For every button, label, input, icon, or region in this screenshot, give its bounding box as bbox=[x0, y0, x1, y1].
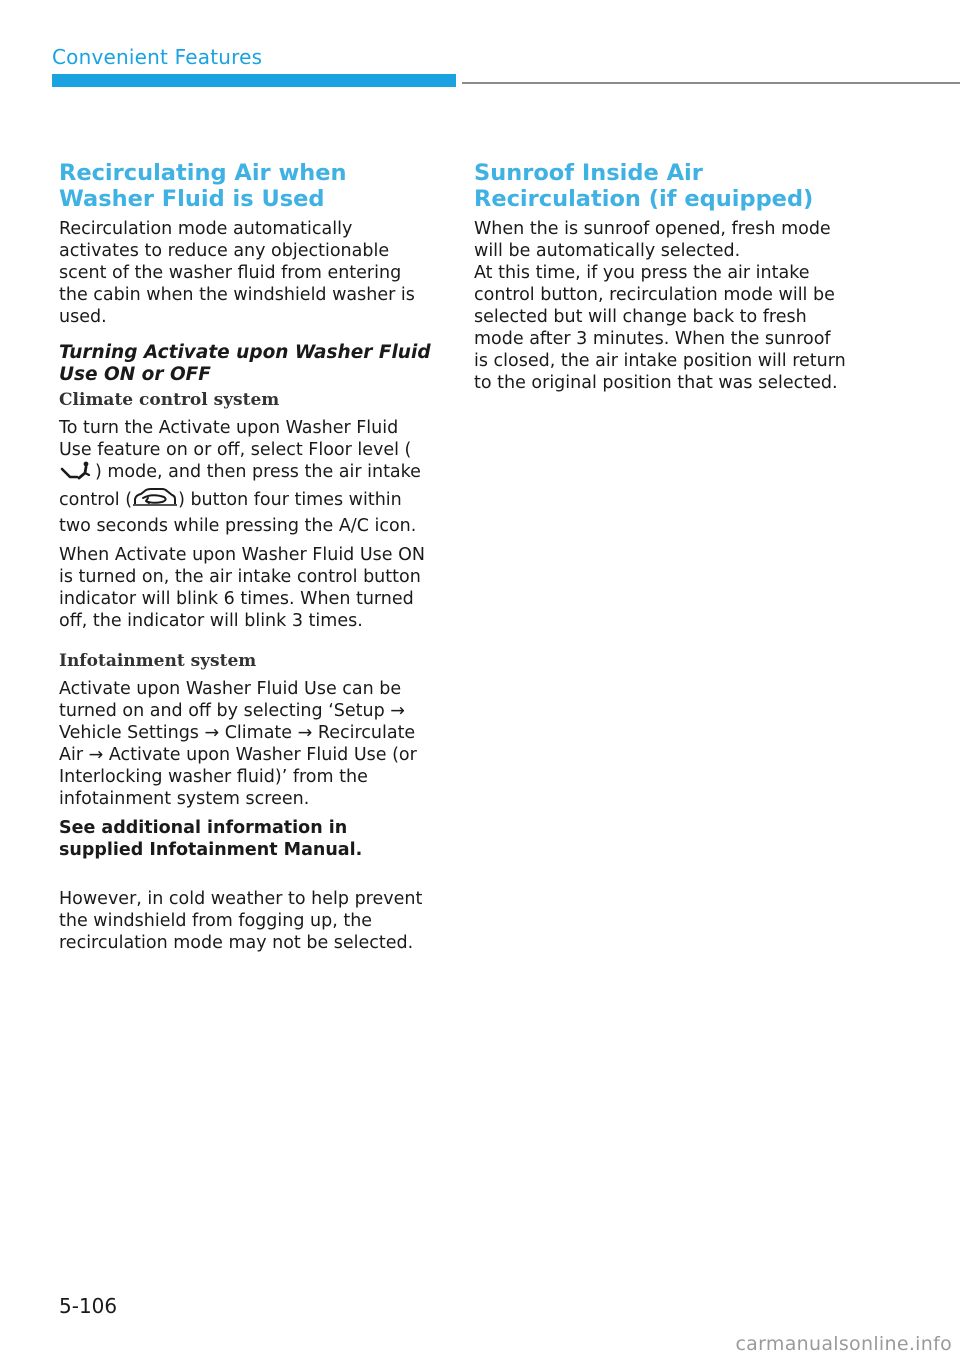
floor-level-mode-icon bbox=[59, 461, 95, 487]
infotainment-heading: Infotainment system bbox=[59, 651, 257, 671]
section-title: Convenient Features bbox=[52, 45, 263, 69]
left-column bbox=[59, 160, 435, 961]
sunroof-intro: When the is sunroof opened, fresh mode will be automatically selected. bbox=[474, 219, 831, 261]
header-accent-bar bbox=[52, 74, 456, 87]
header-rule bbox=[462, 82, 960, 84]
watermark: carmanualsonline.info bbox=[735, 1333, 952, 1355]
air-intake-recirculation-icon bbox=[132, 487, 178, 515]
right-column bbox=[474, 160, 850, 401]
climate-text-a: To turn the Activate upon Washer Fluid Use feature on or off, select Floor level ( bbox=[59, 418, 412, 460]
infotainment-reference: See additional information in supplied Infotainment Manual. bbox=[59, 818, 363, 860]
climate-text-c: ) button four times within two seconds while pressing the A/C icon. bbox=[59, 490, 417, 536]
climate-indicator-note: When Activate upon Washer Fluid Use ON is turned on, the air intake control button indicator will blink 6 times. When turned off, the indicator will blink 3 times. bbox=[59, 545, 425, 631]
infotainment-instructions: Activate upon Washer Fluid Use can be turned on and off by selecting ‘Setup → Vehicle Settings → Climate → Recirculate Air → Activate upon Washer Fluid Use (or Interlocking washer fluid)’ from the infotainment system screen. bbox=[59, 679, 417, 809]
right-section-title: Sunroof Inside Air Recirculation (if equipped) bbox=[474, 160, 814, 212]
cold-weather-note: However, in cold weather to help prevent the windshield from fogging up, the recirculation mode may not be selected. bbox=[59, 889, 423, 953]
left-intro: Recirculation mode automatically activates to reduce any objectionable scent of the washer fluid from entering the cabin when the windshield washer is used. bbox=[59, 219, 415, 327]
page-number: 5-106 bbox=[59, 1294, 118, 1318]
climate-instructions bbox=[59, 417, 435, 537]
left-section-title: Recirculating Air when Washer Fluid is Used bbox=[59, 160, 347, 212]
toggle-subtitle: Turning Activate upon Washer Fluid Use ON or OFF bbox=[59, 342, 431, 385]
sunroof-details: At this time, if you press the air intake control button, recirculation mode will be selected but will change back to fresh mode after 3 minutes. When the sunroof is closed, the air intake position will return to the original position that was selected. bbox=[474, 263, 846, 393]
climate-heading: Climate control system bbox=[59, 390, 280, 410]
climate-text-b: ) mode, and then press the air intake control ( bbox=[59, 462, 421, 510]
